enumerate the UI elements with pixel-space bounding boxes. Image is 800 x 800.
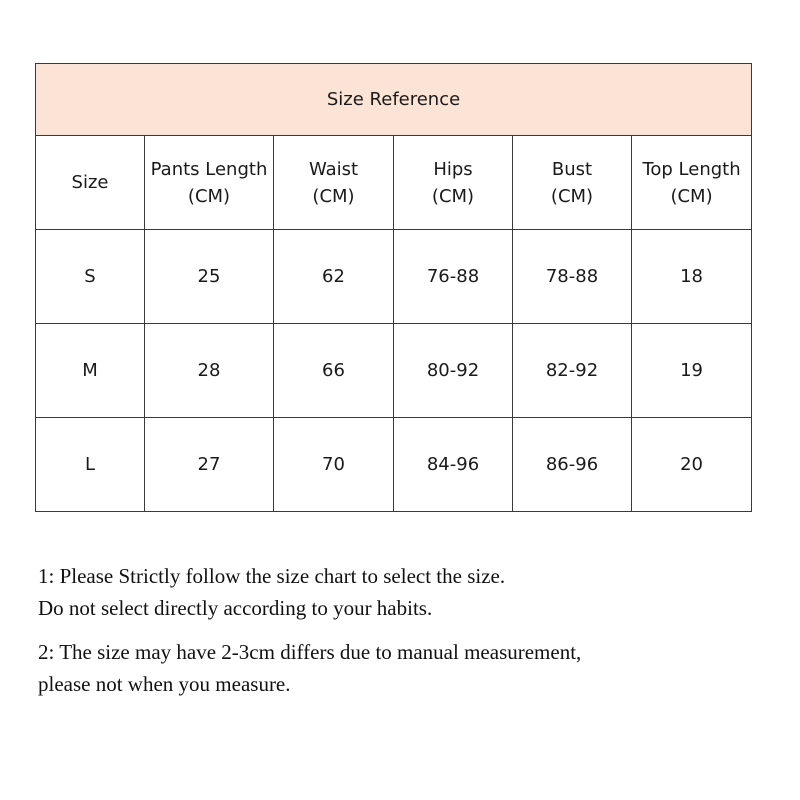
header-row [36, 136, 752, 230]
cell-bust: 82-92 [513, 324, 632, 418]
cell-pants-length: 27 [145, 418, 274, 512]
table-row [36, 324, 752, 418]
header-pants-length [145, 136, 274, 230]
header-size [36, 136, 145, 230]
header-unit: (CM) [670, 185, 713, 207]
header-unit: (CM) [431, 185, 475, 207]
cell-waist: 66 [274, 324, 394, 418]
header-bust [513, 136, 632, 230]
table-title: Size Reference [36, 64, 752, 136]
header-label: Waist [308, 158, 359, 180]
header-label: Pants Length [150, 158, 268, 180]
cell-waist: 62 [274, 230, 394, 324]
cell-size: L [36, 418, 145, 512]
cell-hips: 80-92 [394, 324, 513, 418]
note-line: Do not select directly according to your habits. [38, 596, 433, 620]
header-label: Top Length [642, 158, 741, 180]
cell-top-length: 19 [632, 324, 752, 418]
note-item [38, 560, 778, 624]
header-top-length [632, 136, 752, 230]
header-label: Bust [551, 158, 593, 180]
header-unit: (CM) [187, 185, 231, 207]
cell-waist: 70 [274, 418, 394, 512]
header-hips [394, 136, 513, 230]
header-label: Hips [433, 158, 473, 180]
header-unit: (CM) [550, 185, 594, 207]
note-line: 2: The size may have 2-3cm differs due to manual measurement, [38, 640, 582, 664]
note-item [38, 636, 778, 700]
cell-pants-length: 28 [145, 324, 274, 418]
cell-hips: 76-88 [394, 230, 513, 324]
table-row [36, 230, 752, 324]
cell-bust: 86-96 [513, 418, 632, 512]
header-waist [274, 136, 394, 230]
cell-size: M [36, 324, 145, 418]
cell-top-length: 18 [632, 230, 752, 324]
cell-hips: 84-96 [394, 418, 513, 512]
cell-top-length: 20 [632, 418, 752, 512]
header-label: Size [71, 172, 109, 193]
title-row [36, 64, 752, 136]
header-unit: (CM) [312, 185, 355, 207]
cell-pants-length: 25 [145, 230, 274, 324]
cell-size: S [36, 230, 145, 324]
cell-bust: 78-88 [513, 230, 632, 324]
notes-section [38, 560, 778, 700]
note-line: 1: Please Strictly follow the size chart to select the size. [38, 564, 506, 588]
size-reference-table [35, 63, 752, 512]
table-row [36, 418, 752, 512]
note-line: please not when you measure. [38, 672, 291, 696]
